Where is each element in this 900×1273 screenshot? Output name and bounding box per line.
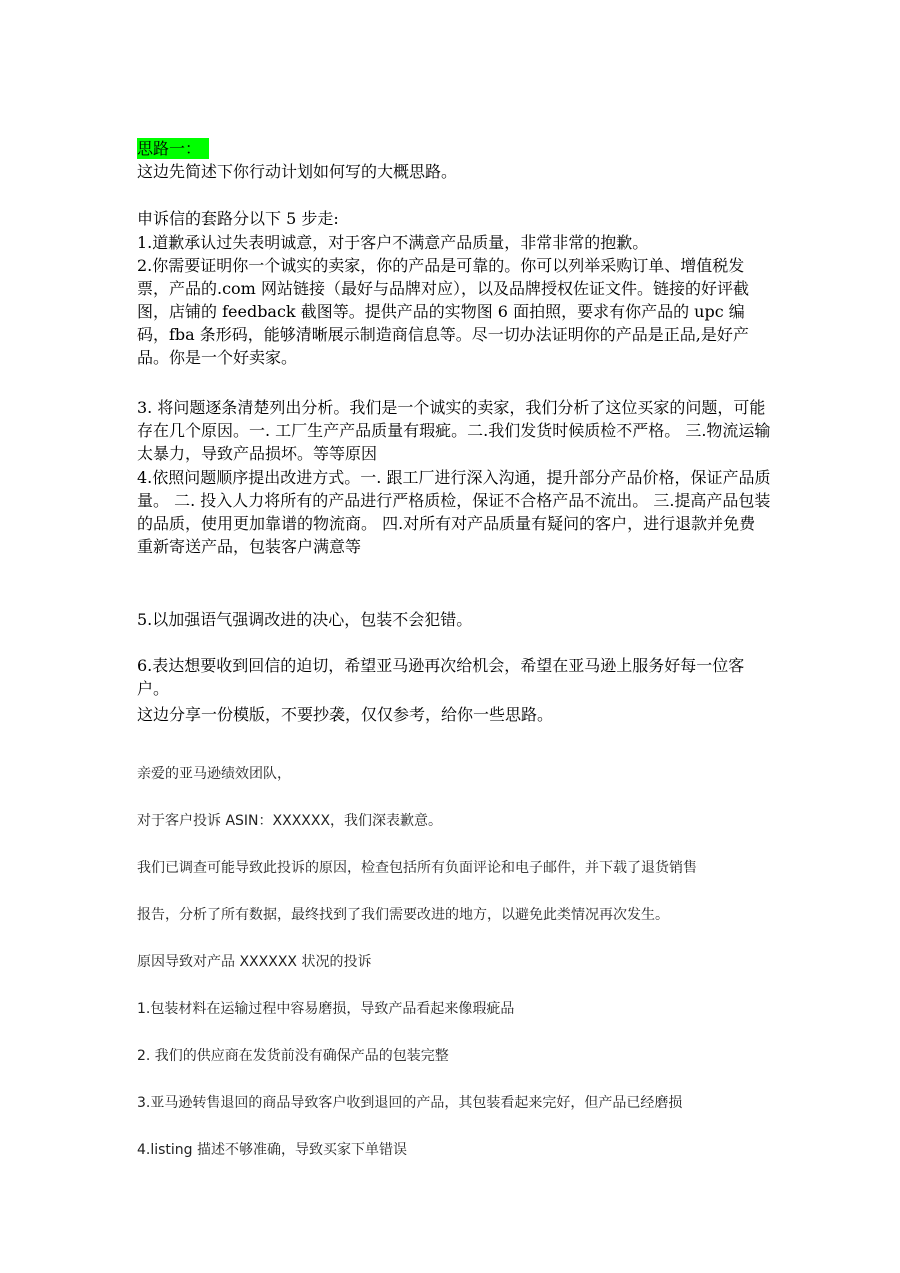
share-note: 这边分享一份模版，不要抄袭，仅仅参考，给你一些思路。	[137, 705, 554, 724]
step-3: 3. 将问题逐条清楚列出分析。我们是一个诚实的卖家，我们分析了这位买家的问题，可能存在几个原因。一. 工厂生产产品质量有瑕疵。二.我们发货时候质检不严格。 三.物流运输太暴力，导致产品损坏。等等原因	[137, 398, 771, 463]
idea-heading	[137, 137, 209, 160]
highlighted-heading: 思路一：	[137, 138, 209, 159]
step-1: 1.道歉承认过失表明诚意，对于客户不满意产品质量，非常非常的抱歉。	[137, 233, 649, 252]
step-6: 6.表达想要收到回信的迫切，希望亚马逊再次给机会，希望在亚马逊上服务好每一位客户。	[137, 656, 745, 698]
letter-cause-2: 2. 我们的供应商在发货前没有确保产品的包装完整	[137, 1048, 449, 1064]
step-2: 2.你需要证明你一个诚实的卖家，你的产品是可靠的。你可以列举采购订单、增值税发票，产品的.com 网站链接（最好与品牌对应），以及品牌授权佐证文件。链接的好评截图，店铺的 feedback 截图等。提供产品的实物图 6 面拍照，要求有你产品的 upc 编码，fba 条形码，能够清晰展示制造商信息等。尽一切办法证明你的产品是正品,是好产品。你是一个好卖家。	[137, 256, 749, 367]
intro-paragraph: 这边先简述下你行动计划如何写的大概思路。	[137, 162, 458, 181]
step-4: 4.依照问题顺序提出改进方式。一. 跟工厂进行深入沟通，提升部分产品价格，保证产品质量。 二. 投入人力将所有的产品进行严格质检，保证不合格产品不流出。 三.提高产品包装的品质，使用更加靠谱的物流商。 四.对所有对产品质量有疑问的客户，进行退款并免费重新寄送产品，包装客户满意等	[137, 468, 771, 556]
letter-greeting: 亲爱的亚马逊绩效团队，	[137, 766, 291, 782]
letter-cause-heading: 原因导致对产品 XXXXXX 状况的投诉	[137, 954, 372, 970]
letter-cause-4: 4.listing 描述不够准确，导致买家下单错误	[137, 1142, 408, 1158]
letter-investigation-1: 我们已调查可能导致此投诉的原因，检查包括所有负面评论和电子邮件，并下载了退货销售	[137, 860, 697, 876]
letter-investigation-2: 报告，分析了所有数据，最终找到了我们需要改进的地方，以避免此类情况再次发生。	[137, 907, 669, 923]
steps-intro: 申诉信的套路分以下 5 步走:	[137, 209, 339, 228]
letter-cause-1: 1.包装材料在运输过程中容易磨损，导致产品看起来像瑕疵品	[137, 1001, 515, 1017]
step-5: 5.以加强语气强调改进的决心，包装不会犯错。	[137, 610, 473, 629]
letter-cause-3: 3.亚马逊转售退回的商品导致客户收到退回的产品，其包装看起来完好，但产品已经磨损	[137, 1095, 683, 1111]
letter-apology: 对于客户投诉 ASIN：XXXXXX，我们深表歉意。	[137, 813, 443, 829]
